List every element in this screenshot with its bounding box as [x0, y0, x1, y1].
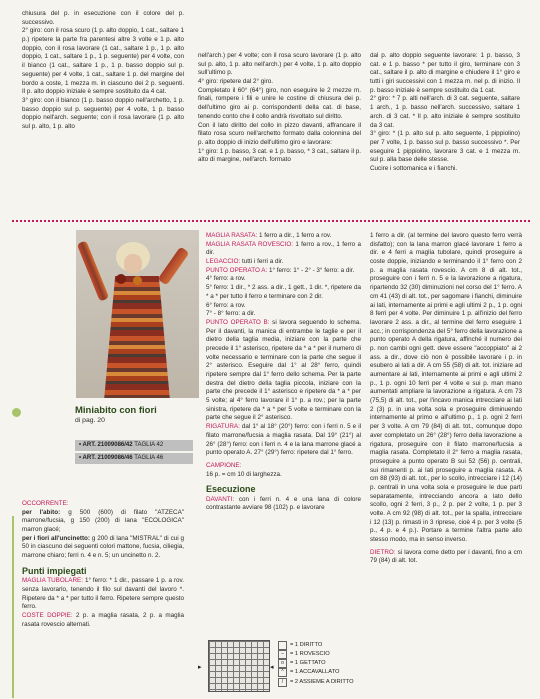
legend-symbol [278, 641, 287, 650]
paragraph: nell'arch.) per 4 volte; con il rosa scuro lavorare (1 p. alto sul p. alto, 1 p. alto nell'arch.) per 4 volte, 1 p. alto doppio sull'ultimo p. [198, 52, 361, 77]
paragraph: 3° giro: * (1 p. alto sul p. alto seguente, 1 pippiolino) per 7 volte, 1 p. basso sul p. basso successivo *. Per eseguire 1 pippiolino, lavorare 3 cat. e 1 mezza m. sul p. alla base delle stesse. [370, 130, 520, 164]
top-column-1 [22, 10, 184, 132]
article-code-46 [75, 453, 193, 464]
paragraph: 3° giro: con il bianco (1 p. basso doppio nell'archetto, 1 p. basso doppio sul p. seguente) per 4 volte, 1 p. basso doppio nell'arch. seguente; con il rosa lavorare (1 p. alto sul p. alto, 1 p. alto [22, 96, 184, 130]
davanti-label: DAVANTI: [206, 495, 235, 503]
punto-a-text: 1° ferro: 1° - 2° - 3° ferro: a dir. [268, 266, 355, 274]
legend-label: = 2 ASSIEME A DIRITTO [290, 678, 354, 685]
row-5: 5° ferro: 1 dir., * 2 ass. a dir., 1 gett., 1 dir. *, ripetere da * a * per tutto il ferro e terminare con 2 dir. [206, 284, 361, 300]
mr-label: MAGLIA RASATA: [206, 232, 258, 239]
model-photo [76, 230, 199, 398]
arrow-left-icon: ◂ [270, 664, 274, 671]
legend-symbol: / [278, 678, 287, 687]
photo-flower [116, 274, 126, 284]
davanti-instructions: 1 ferro a dir. (al termine del lavoro questo ferro verrà disfatto); con la lana marron glacé lavorare 1 ferro a dir. e 4 ferri a maglia tubolare, quindi proseguire a coste doppie, iniziando e terminando il 1° ferro con 2 p. a maglia rasata rovescio. A cm 8 di alt. tot., proseguire con i ferri n. 5 e la lavorazione a rigatura, ripartendo 32 (30) diminuzioni nel corso del 1° ferro. A cm 41 (43) di alt. tot., per sagomare i fianchi, diminuire ai lati, internamente ai primi e agli ultimi 2 p., 1 p. ogni 8 ferri per 4 volte. Per diminuire 1 p. all'inizio del ferro lavorare 2 ass. a dir., al termine del ferro eseguire 1 acc.; in corrispondenza del 5° ferro della lavorazione a punto operato A della rigatura, affinché il numero dei p. non cambi ogni gett. deve essere "accoppiato" ai 2 ass. a dir., dove ciò non è possibile lavorare i p. in esubero ai lati a dir. A cm 55 (58) di alt. tot. iniziare ad aumentare ai lati, internamente ai primi e agli ultimi 2 p., 1 p. ogni 10 ferri per 4 volte e sui p. man mano aumentati ampliare la lavorazione a rigatura. A cm 73 (75,5) di alt. tot., per l'incavo manica intrecciare ai lati 2 (3) p. in una volta sola e proseguire diminuendo internamente al primo e all'ultimo p., 1 p. ogni 2 ferri per 3 volte. A cm 79 (84) di alt. tot., comunque dopo aver completato un 26° (28°) ferro della lavorazione a rigatura, proseguire con il filato marrone/fucsia a maglia rasata. Completato il 2° ferro a maglia rasata, proseguire a punto operato B sui 52 (56) p. centrali, sui rimanenti p. ai lati proseguire a maglia rasata. A cm 88 (93) di alt. tot., per lo scollo, intrecciare i 12 (14) p. centrali in una volta sola e proseguire le due parti separatamente, intrecciando ancora a lato dello scollo, ogni 2 ferri, 3 p., 2 p. per 2 volte, 1 p. per 3 volte. A cm 92 (98) di alt. tot., per la spalla, intrecciare i 12 (13) p. rimasti in 3 riprese, cioè 4 p. per 3 volte (5 p., 4 p. e 4 p.). Portare a termine l'altra parte allo stesso modo, ma in senso inverso. [370, 232, 522, 544]
mrr-text: 1 ferro a rov., 1 ferro a dir. [206, 240, 361, 257]
article-code: • ART. 21009086/42 [79, 442, 133, 448]
top-column-2 [198, 52, 361, 165]
fiori-label: per i fiori all'uncinetto: [22, 534, 90, 542]
coste-text: 2 p. a maglia rasata, 2 p. a maglia rasata rovescio alternati. [22, 611, 184, 628]
chart-legend [278, 641, 368, 687]
abito-text: g 500 (600) di filato "ATZECA" marrone/fucsia, g 150 (200) di lana "ECOLOGICA" marron glacé; [22, 508, 185, 534]
campione-label: CAMPIONE: [206, 461, 242, 469]
legend-label: = 1 GETTATO [290, 660, 326, 667]
photo-arm-left [77, 240, 109, 301]
article-code: • ART. 21009086/46 [79, 455, 133, 461]
legend-label: = 1 ACCAVALLATO [290, 669, 340, 676]
paragraph: dal p. alto doppio seguente lavorare: 1 p. basso, 3 cat. e 1 p. basso * per tutto il giro, terminare con 3 cat., saltare il p. alto di margine e chiudere il 1° giro e tutti i giri successivi con 1 mezza m. nel p. di inizio. Il p. basso iniziale è sempre sostituito da 1 cat. [370, 52, 520, 94]
legaccio-text: tutti i ferri a dir. [242, 258, 284, 266]
stitches-column [206, 232, 361, 513]
legend-label: = 1 ROVESCIO [290, 651, 330, 658]
punto-b-label: PUNTO OPERATO B: [206, 318, 270, 326]
campione-text: 16 p. = cm 10 di larghezza. [206, 470, 282, 478]
top-column-3 [370, 52, 520, 174]
legend-symbol: – [278, 650, 287, 659]
legaccio-label: LEGACCIO: [206, 258, 241, 266]
paragraph: 2° giro: * 7 p. alti nell'arch. di 3 cat. seguente, saltare 1 arch., 1 p. basso nell'arch. successivo, saltare 1 arch. di 3 cat. * Il p. alto iniziale è sempre sostituito da 3 cat. [370, 95, 520, 129]
rigatura-label: RIGATURA: [206, 423, 240, 431]
photo-flower [133, 276, 142, 285]
dietro-text: si lavora come detto per i davanti, fino a cm 79 (84) di alt. tot. [370, 548, 522, 565]
legend-item [278, 650, 368, 659]
davanti-text: con i ferri n. 4 e una lana di colore contrastante avviare 98 (102) p. e lavorare [206, 495, 362, 512]
row-7-8: 7° - 8° ferro: a dir. [206, 310, 256, 318]
arrow-right-icon: ▸ [198, 664, 202, 671]
rigatura-text: dal 1° al 18° (20°) ferro: con i ferri n. 5 e il filato marrone/fucsia a maglia rasata. Dal 19° (21°) al 26° (28°) ferro: con i ferri n. 4 e la lana marrone glacé a punto operato A. 27° (29°) ferro: ripetere dal 1° ferro. [206, 423, 362, 457]
row-6: 6° ferro: a rov. [206, 301, 246, 309]
punti-heading: Punti impiegati [22, 565, 87, 576]
photo-dress [98, 276, 176, 398]
paragraph: 2° giro: con il rosa scuro (1 p. alto doppio, 1 cat., saltare 1 p.) ripetere la parte fra parentesi altre 3 volte e 1 p. alto doppio, con il rosa lavorare (1 cat., saltare 1 p., 1 p. alto doppio, 1 cat., saltare 1 p., 1 p. seguente) per 4 volte, con il bianco (1 cat., saltare 1 p., 1 p. basso doppio sul p. seguente) per 4 volte, 1 cat., saltare 1 p. del margine del bordo a coste, 1 mezza m. in ciascuno dei 2 p. seguenti. Il p. alto doppio iniziale è sempre sostituito da 4 cat. [22, 27, 184, 96]
maglia-tubolare-text: 1° ferro: * 1 dir., passare 1 p. a rov. senza lavorarlo, tenendo il filo sul davanti del lavoro *. Ripetere da * a * per tutto il ferro. Ripetere sempre questo ferro. [22, 577, 184, 611]
paragraph: Cucire i sottomanica e i fianchi. [370, 164, 458, 172]
photo-arm-right [158, 246, 190, 285]
legend-item [278, 668, 368, 677]
row-4: 4° ferro: a rov. [206, 275, 246, 283]
dietro-label: DIETRO: [370, 548, 396, 556]
paragraph: chiusura del p. in esecuzione con il colore del p. successivo. [22, 10, 184, 26]
green-dot-icon [12, 408, 21, 417]
paragraph: Completato il 60° (64°) giro, non eseguire le 2 mezze m. finali, rompere i fili e unire le costine di chiusura dei p. dell'ultimo giro ai p. corrispondenti della cat. di base, tenendo conto che il collo andrà risvoltato sul diritto. [198, 86, 361, 120]
paragraph: Con il lato diritto del collo in pizzo davanti, affrancare il filato rosa scuro nell'archetto formato dalla colonnina del p. alto doppio di inizio dell'ultimo giro e lavorare: [198, 121, 361, 146]
stitch-chart [208, 640, 270, 692]
punto-a-label: PUNTO OPERATO A: [206, 266, 268, 274]
occorrente-label: OCCORRENTE: [22, 500, 69, 507]
abito-label: per l'abito: [22, 508, 61, 516]
legend-item [278, 678, 368, 687]
fiori-text: g 200 di lana "MISTRAL" di cui g 50 in ciascuno dei seguenti colori mattone, fucsia, ciliegia, marrone chiaro; ferri n. 4 e n. 5; un uncinetto n. 2. [22, 534, 184, 560]
legend-item [278, 659, 368, 668]
instructions-column [370, 232, 522, 566]
model-title: Miniabito con fiori [75, 405, 157, 416]
legend-symbol: ^ [278, 668, 287, 677]
article-size: TAGLIA 42 [134, 442, 164, 448]
mr-text: 1 ferro a dir., 1 ferro a rov. [258, 232, 332, 239]
coste-label: COSTE DOPPIE: [22, 611, 73, 619]
article-size: TAGLIA 46 [134, 455, 164, 461]
materials-column [22, 500, 184, 629]
green-side-bar [12, 516, 14, 698]
legend-symbol: o [278, 659, 287, 668]
paragraph: 4° giro: ripetere dal 2° giro. [198, 78, 274, 86]
maglia-tubolare-label: MAGLIA TUBOLARE: [22, 577, 83, 585]
mrr-label: MAGLIA RASATA ROVESCIO: [206, 240, 294, 248]
paragraph: 1° giro: 1 p. basso, 3 cat. e 1 p. basso, * 3 cat., saltare il p. alto di margine, nell'arch. formato [198, 147, 361, 164]
punto-b-text: si lavora seguendo lo schema. Per il davanti, la manica di entrambe le taglie e per il dietro della taglia media, iniziare con la parte che precede il 1° asterisco, ripetere da * a * per il numero di volte necessario e terminare con la parte che segue il 2° asterisco. Eseguire dal 1° al 28° ferro, quindi ripetere sempre dal 1° ferro dello schema. Per la parte destra del dietro della taglia piccola, iniziare con la parte che precede il 1° asterisco e ripetere da * a * per 5 volte; al 4° ferro lavorare il 1° p. a rov.; per la parte sinistra, ripetere da * a * per 5 volte e terminare con la parte che segue il 2° asterisco. [206, 318, 361, 422]
section-divider [12, 220, 530, 222]
legend-item [278, 641, 368, 650]
esecuzione-heading: Esecuzione [206, 484, 256, 495]
model-subtitle: di pag. 20 [75, 417, 105, 424]
legend-label: = 1 DIRITTO [290, 642, 323, 648]
article-code-42 [75, 440, 193, 451]
photo-face [124, 254, 142, 274]
